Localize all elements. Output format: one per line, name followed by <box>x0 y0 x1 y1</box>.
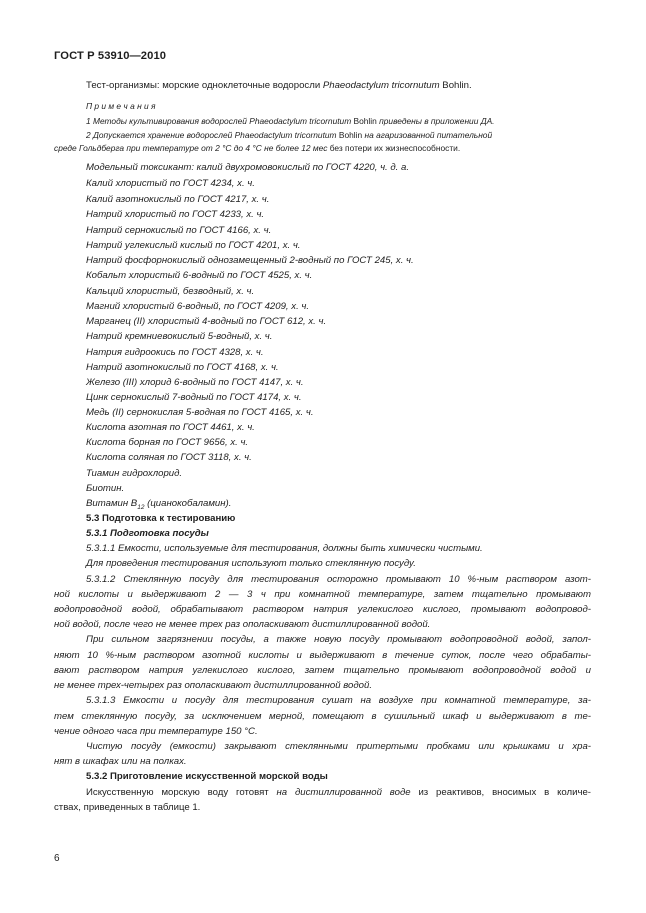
reagent-item: Кислота соляная по ГОСТ 3118, х. ч. <box>86 452 252 463</box>
reagent-item: Натрий углекислый кислый по ГОСТ 4201, х. ч. <box>86 240 301 251</box>
reagent-item: Тиамин гидрохлорид. <box>86 468 183 479</box>
note-2-line-1: 2 Допускается хранение водорослей Phaeodactylum tricornutum Bohlin на агаризованной питательной <box>86 130 493 140</box>
reagent-item: Калий азотнокислый по ГОСТ 4217, х. ч. <box>86 194 270 205</box>
reagent-item: Модельный токсикант: калий двухромовокислый по ГОСТ 4220, ч. д. а. <box>86 162 410 173</box>
paragraph-heavy-contamination-line: вают раствором натрия углекислого кислого, затем тщательно промывают водопроводной водой и <box>54 665 591 676</box>
paragraph-clean-glassware-line: Чистую посуду (емкости) закрывают стеклянными притертыми пробками или крышками и хра- <box>86 741 591 752</box>
reagent-item: Биотин. <box>86 483 125 494</box>
reagent-item: Кобальт хлористый 6-водный по ГОСТ 4525, х. ч. <box>86 270 313 281</box>
notes-heading: П р и м е ч а н и я <box>86 101 156 111</box>
test-organisms-line: Тест-организмы: морские одноклеточные водоросли Phaeodactylum tricornutum Bohlin. <box>86 80 472 91</box>
paragraph-5-3-1-3-line: 5.3.1.3 Емкости и посуду для тестирования сушат на воздухе при комнатной температуре, за- <box>86 695 591 706</box>
reagent-item: Железо (III) хлорид 6-водный по ГОСТ 4147, х. ч. <box>86 377 304 388</box>
reagent-item: Марганец (II) хлористый 4-водный по ГОСТ 612, х. ч. <box>86 316 327 327</box>
reagent-item: Натрий кремниевокислый 5-водный, х. ч. <box>86 331 273 342</box>
paragraph-5-3-1-3-line: тем стеклянную посуду, за исключением мерной, помещают в сушильный шкаф и выдерживают в те- <box>54 711 591 722</box>
paragraph-glassware-only: Для проведения тестирования используют только стеклянную посуду. <box>86 558 416 569</box>
paragraph-clean-glassware-line: нят в шкафах или на полках. <box>54 756 187 767</box>
reagent-item: Натрий фосфорнокислый однозамещенный 2-водный по ГОСТ 245, х. ч. <box>86 255 414 266</box>
paragraph-seawater-line-2: ствах, приведенных в таблице 1. <box>54 802 201 813</box>
paragraph-5-3-1-2-line: 5.3.1.2 Стеклянную посуду для тестирования осторожно промывают 10 %-ным раствором азот- <box>86 574 591 585</box>
reagent-item-vitamin: Витамин $B_{12}$ (цианокобаламин). <box>86 498 232 511</box>
paragraph-5-3-1-3-line: чение одного часа при температуре 150 °С. <box>54 726 258 737</box>
paragraph-5-3-1-2-line: ной водой, после чего не менее трех раз ополаскивают дистиллированной водой. <box>54 619 431 630</box>
reagent-item: Натрий хлористый по ГОСТ 4233, х. ч. <box>86 209 265 220</box>
reagent-item: Натрий сернокислый по ГОСТ 4166, х. ч. <box>86 225 272 236</box>
reagent-item: Кислота азотная по ГОСТ 4461, х. ч. <box>86 422 255 433</box>
document-header: ГОСТ Р 53910—2010 <box>54 50 167 62</box>
paragraph-5-3-1-2-line: ной кислоты и выдерживают 2 — 3 ч при комнатной температуре, затем тщательно промывают <box>54 589 591 600</box>
section-heading-5-3-1: 5.3.1 Подготовка посуды <box>86 528 209 539</box>
page-number: 6 <box>54 853 60 864</box>
paragraph-seawater-line-1: Искусственную морскую воду готовят на дистиллированной воде из реактивов, вносимых в количе- <box>86 787 591 798</box>
paragraph-heavy-contamination-line: няют 10 %-ным раствором азотной кислоты и выдерживают в течение суток, после чего обрабаты- <box>54 650 591 661</box>
reagent-item: Кальций хлористый, безводный, х. ч. <box>86 286 255 297</box>
section-heading-5-3-2: 5.3.2 Приготовление искусственной морской воды <box>86 771 328 782</box>
reagent-item: Натрий азотнокислый по ГОСТ 4168, х. ч. <box>86 362 279 373</box>
note-2-line-2: среде Гольдберга при температуре от 2 °С до 4 °С не более 12 мес без потери их жизнеспособности. <box>54 143 461 153</box>
paragraph-5-3-1-1: 5.3.1.1 Емкости, используемые для тестирования, должны быть химически чистыми. <box>86 543 483 554</box>
paragraph-heavy-contamination-line: не менее трех-четырех раз ополаскивают дистиллированной водой. <box>54 680 373 691</box>
reagent-item: Магний хлористый 6-водный, по ГОСТ 4209, х. ч. <box>86 301 310 312</box>
reagent-item: Натрия гидроокись по ГОСТ 4328, х. ч. <box>86 347 264 358</box>
note-1: 1 Методы культивирования водорослей Phaeodactylum tricornutum Bohlin приведены в приложении ДА. <box>86 116 495 126</box>
reagent-item: Кислота борная по ГОСТ 9656, х. ч. <box>86 437 249 448</box>
reagent-item: Медь (II) сернокислая 5-водная по ГОСТ 4165, х. ч. <box>86 407 314 418</box>
paragraph-heavy-contamination-line: При сильном загрязнении посуды, а также новую посуду промывают водопроводной водой, запол- <box>86 634 591 645</box>
paragraph-5-3-1-2-line: водопроводной водой, обрабатывают раствором натрия углекислого кислого, промывают водопровод- <box>54 604 591 615</box>
reagent-item: Калий хлористый по ГОСТ 4234, х. ч. <box>86 178 255 189</box>
reagent-item: Цинк сернокислый 7-водный по ГОСТ 4174, х. ч. <box>86 392 302 403</box>
section-heading-5-3: 5.3 Подготовка к тестированию <box>86 513 236 524</box>
